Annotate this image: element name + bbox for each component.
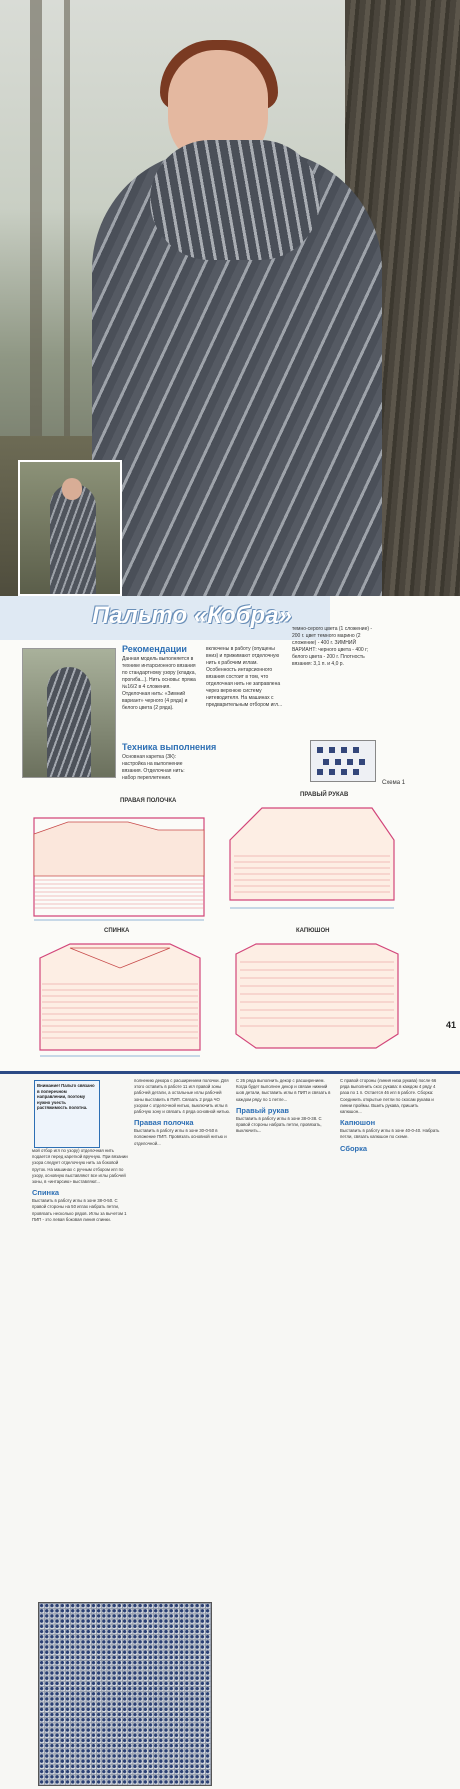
technique-heading: Техника выполнения [122, 742, 217, 752]
column-4 [340, 1078, 440, 1778]
column-3 [236, 1078, 334, 1778]
materials-text: темно-серого цвета (1 сложение) - 200 г. цвет темного марино (2 сложение) - 400 г. ЗИМНИЙ ВАРИАНТ: черного цвета - 400 г; белого цвета - 200 г. Плотность вязания: 3,1 п. и 4,0 р. [292, 626, 373, 667]
heading-hood: Капюшон [340, 1118, 376, 1128]
instructions-page [0, 1074, 460, 1789]
inset-head [62, 478, 82, 500]
recommendations-heading: Рекомендации [122, 644, 187, 654]
inset-photo-hood [18, 460, 122, 596]
heading-assembly: Сборка [340, 1143, 368, 1153]
inset-figure [50, 484, 96, 594]
scarf [150, 140, 320, 260]
col2b-text: Выставить в работу иглы в зоне 30-0-50 в положение ПИП. Провязать основной нитью и отделочной... [134, 1128, 227, 1146]
label-back: СПИНКА [104, 928, 130, 934]
diagram-right-sleeve [222, 800, 402, 916]
label-hood: КАПЮШОН [296, 928, 330, 934]
col4-text: С правой стороны (линия низа рукава) после 66 ряда выполнить скос рукава: в каждом 4 ряду 4 раза по 1 п. Остается 46 игл в работе. Сборка: Соединить открытые петли по скосам рукава и линии проймы. Вшить рукава, пришить капюшон... [340, 1078, 437, 1115]
scheme-1-grid [310, 740, 376, 782]
col1-text: мой отбор игл по узору) отделочная нить подается перед кареткой вручную. При вязании узора следует отделочную нить за боковой пруток. На машинах с ручным отбором игл по узору, основную выставляют все иглы рабочей зоны, в «интарсию» выставляют... [32, 1148, 128, 1185]
diagram-hood [226, 938, 406, 1056]
scheme-label: Схема 1 [382, 780, 406, 786]
column-1 [32, 1148, 130, 1588]
warning-box: Внимание! Пальто связано в поперечном направлении, поэтому нужно учесть растяжимость полотна. [34, 1080, 100, 1148]
col4b-text: Выставить в работу иглы в зоне 40-0-40. Набрать петли, связать капюшон по схеме. [340, 1128, 440, 1140]
model-thumbnail [22, 648, 116, 778]
column-2 [134, 1078, 230, 1588]
diagram-back [30, 938, 210, 1060]
page-number: 41 [445, 1020, 456, 1030]
col2-text: полнению декора с расширением полочки. Для этого оставить в работе 11 игл правой зоны рабочей детали, а остальные иглы рабочей зоны выставить в ПИП. Связать 2 ряда ЧО узором с отделочной нитью, выключить иглы в рабочую зону и связать 4 ряда основной нитью. [134, 1078, 230, 1115]
technique-text: Основная каретка (ЗК): настройка на выполнение вязания. Отделочная нить: набор переплетения. [122, 754, 185, 781]
page-title: Пальто «Кобра» [92, 602, 292, 629]
middle-column-text: включены в работу (опущены вниз) и прижимают отделочную нить к рабочим иглам. Особенность интарсионного вязания состоит в том, что отделочная нить не заправлена через верхнюю систему нитеводителя. На машинах с предварительным отбором игл... [206, 646, 283, 708]
col3-text: С 26 ряда выполнить декор с расширением. Когда будет выполнен декор и связан нижний шов детали, выставить иглы в ПИП и связать в каждом ряду по 1 петле... [236, 1078, 331, 1102]
col3b-text: Выставить в работу иглы в зоне 38-0-38. С правой стороны набрать петли, провязать, выключить... [236, 1115, 322, 1134]
heading-right-sleeve: Правый рукав [236, 1105, 290, 1115]
label-right-sleeve: ПРАВЫЙ РУКАВ [300, 792, 349, 798]
knitting-pattern-chart [38, 1602, 212, 1786]
diagram-right-front [28, 806, 210, 924]
label-right-front: ПРАВАЯ ПОЛОЧКА [120, 798, 177, 804]
col1b-text: Выставить в работу иглы в зоне 38-0-50. С правой стороны на 50 иглах набрать петли, провязать несколько рядов. Иглы за вычетом 1 ПИП - это левая боковая линия спинки. [32, 1198, 127, 1222]
heading-back: Спинка [32, 1188, 60, 1198]
heading-right-front: Правая полочка [134, 1118, 194, 1128]
photo-model [0, 0, 460, 596]
magazine-page [0, 596, 460, 1071]
recommendations-text: Данная модель выполняется в технике интарсионного вязания по стандартному узору (кладка, прогиба...). Нить основы: пряжа №16/2 в 4 сложения. Отделочная нить: «Зимний вариант» черного (4 ряда) и белого цвета (2 ряда). [122, 656, 196, 711]
